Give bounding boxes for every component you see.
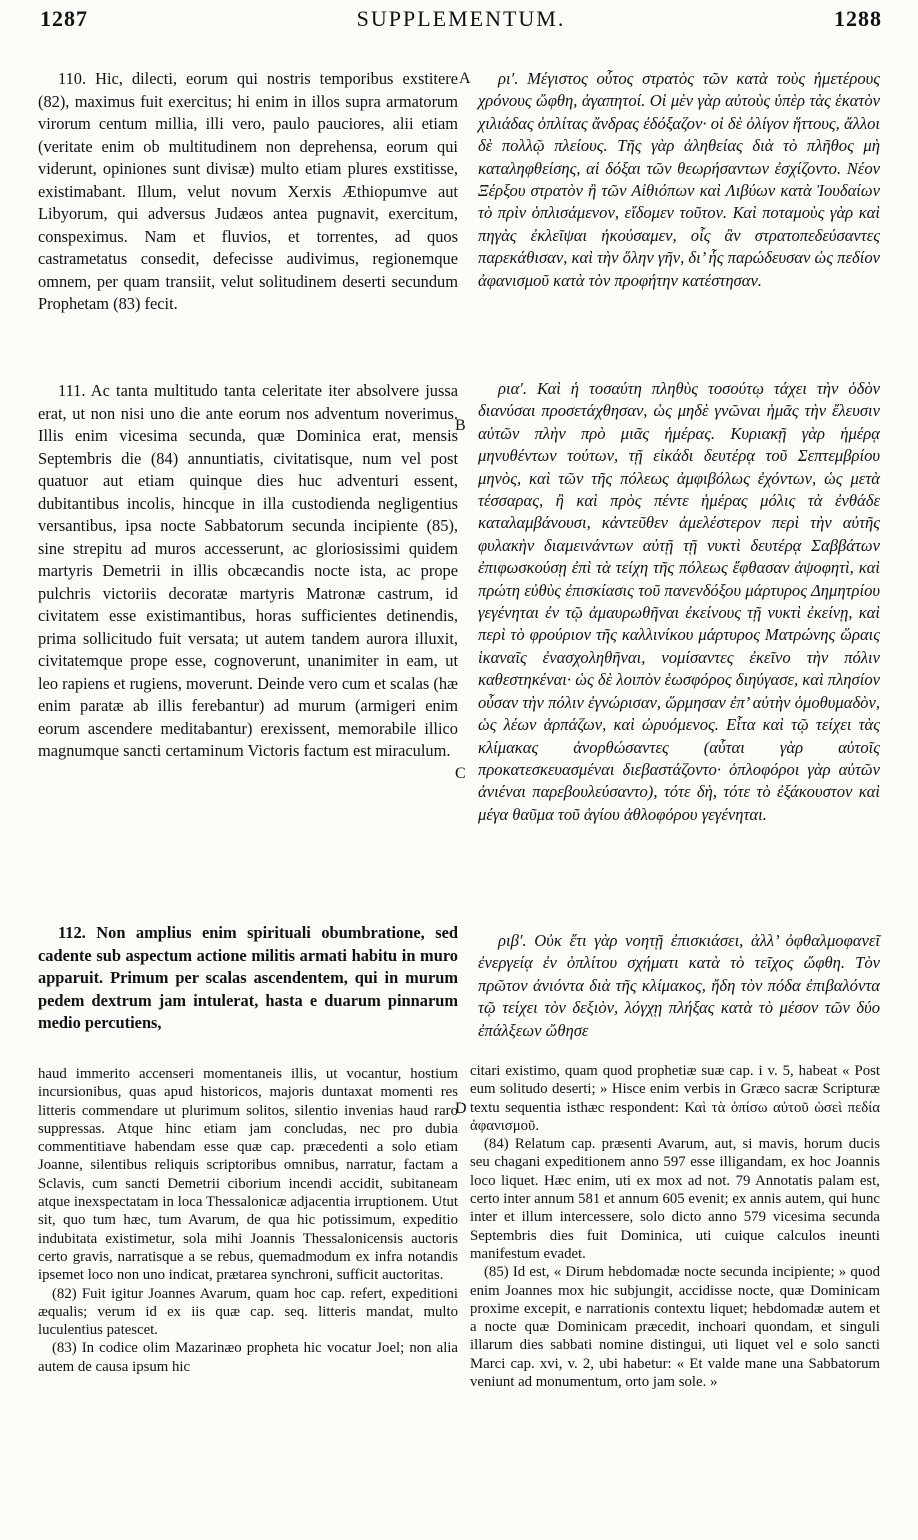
footnotes-right <box>470 1062 880 1391</box>
footnote-83: (83) In codice olim Mazarinæo propheta hic vocatur Joel; non alia autem de causa ipsum hic <box>38 1340 458 1375</box>
footnotes-left <box>38 1065 458 1376</box>
footnote-85: (85) Id est, « Dirum hebdomadæ nocte secunda incipiente; » quod enim Joannes mox hic subjungit, accidisse nocte, quæ Dominicam proxime excepit, e narrationis contextu liquet; hebdomadæ autem et a nocte quæ Dominicam præcedit, inchoari quondam, et singuli illarum dies sabbati nomine distingui, uti liquet vel e solo sancti Marci cap. xvi, v. 2, ubi habetur: « Et valde mane una Sabbatorum veniunt ad monumentum, orto jam sole. » <box>470 1264 880 1391</box>
latin-paragraph-110 <box>38 68 458 316</box>
margin-letter-b: B <box>455 417 466 434</box>
margin-letter-a: A <box>459 70 471 87</box>
greek-text-110: ρι′. Μέγιστος οὗτος στρατὸς τῶν κατὰ τοὺς ἡμετέρους χρόνους ὤφθη, ἀγαπητοί. Οἱ μὲν γὰρ αὐτοὺς ὑπὲρ τὰς ἑκατὸν χιλιάδας ὁπλίτας ἄνδρας ἐδόξαζον· οἱ δὲ ὀλίγον ἥττους, ἄλλοι δὲ πολλῷ πλείους. Τῆς γὰρ ἀληθείας διὰ τὸ πλῆθος μὴ καταληφθείσης, αἱ δόξαι τῶν θεωρήσαντων ἐσχίζοντο. Νέον Ξέρξου στρατὸν ἢ τῶν Αἰθιόπων καὶ Λιβύων κατὰ Ἰουδαίων τὸ πρὶν ὁπλισάμενον, εἴδομεν τοῦτον. Καὶ ποταμοὺς γὰρ καὶ πηγὰς ἐκλεῖψαι ἠκούσαμεν, οἷς ἂν στρατοπεδεύσαντες παρεκάθισαν, καὶ τὴν ὅλην γῆν, δι’ ἧς παρώδευσαν ὡς πεδίον ἀφανισμοῦ κατὰ τὸν προφήτην κατέστησαν. <box>478 69 880 290</box>
page-header <box>40 6 882 42</box>
greek-paragraph-111 <box>478 378 880 826</box>
greek-text-112: ριβ′. Οὐκ ἔτι γὰρ νοητῇ ἐπισκιάσει, ἀλλ’ ὀφθαλμοφανεῖ ἐνεργείᾳ ἐν ὁπλίτου σχήματι κατὰ τὸ τεῖχος ὤφθη. Τὸν πρῶτον ἀνιόντα διὰ τῆς κλίμακος, ἤδη τὸν πόδα ἐπιβαλόντα τῷ τείχει τὸν δεξιὸν, λόγχῃ πλήξας κατὰ τὸ μέσον τῶν δύο ἐπάλξεων ὤθησε <box>478 931 880 1040</box>
footnote-84: (84) Relatum cap. præsenti Avarum, aut, si mavis, horum ducis seu chagani expeditionem anno 597 esse illigandam, ex hoc Joannis loco liquet. Hæc enim, uti ex mox ad not. 79 Annotatis palam est, certo inter annum 581 et annum 605 evenit; ex annis autem, qui hunc inter et illum intercessere, solo dicto anno 579 vicesima secunda Septembris dies fuit Dominica, uti cuique calculos ineunti manifestum evadet. <box>470 1136 880 1262</box>
latin-text-112: 112. Non amplius enim spirituali obumbratione, sed cadente sub aspectum actione militis armati habitu in muro apparuit. Primum per scalas ascendentem, qui in murum pedem dextrum jam intulerat, hasta e duarum pinnarum medio percutiens, <box>38 923 458 1032</box>
left-page-number: 1287 <box>40 6 88 31</box>
greek-text-111: ρια′. Καὶ ἡ τοσαύτη πληθὺς τοσούτῳ τάχει τὴν ὁδὸν διανύσαι προσετάχθησαν, ὡς μηδὲ γνῶναι ἡμᾶς τὴν ἔλευσιν αὐτῶν πλὴν πρὸ μιᾶς ἡμέρας. Κυριακῇ γὰρ ἡμέρᾳ μηνυθέντων τούτων, τῇ εἰκάδι δευτέρᾳ τοῦ Σεπτεμβρίου μηνὸς, καὶ τῶν τῆς πόλεως ἀμφιβόλως ἐχόντων, ὡς μετὰ τέσσαρας, ἢ καὶ πρὸς πέντε ἡμέρας μόλις τὰ ἐνθάδε καταλαμβάνουσι, κἀντεῦθεν ἀμελέστερον περὶ τὴν αὐτῆς φυλακὴν διαμεινάντων αὐτῇ τῇ νυκτὶ δευτέρᾳ Σαββάτων ἐπιφωσκούσῃ ἐπὶ τὰ τείχη τῆς πόλεως ἔφθασαν ἀψοφητὶ, καὶ πρώτη εὐθὺς ἐπισκίασις τοῦ πανενδόξου μάρτυρος Δημητρίου γεγένηται ἐν τῷ ἀμαυρωθῆναι ἐκείνους τῇ νυκτὶ ἐκείνῃ, καὶ περὶ τὸ φρούριον τῆς καλλινίκου μάρτυρος Ματρώνης ὥραις ἱκαναῖς ἐνασχοληθῆναι, νομίσαντες ἐκεῖνο τὴν πόλιν καθεστηκέναι· ὡς δὲ λοιπὸν ἑωσφόρος διηύγασε, καὶ πλησίον οὖσαν τὴν πόλιν ἐγνώρισαν, ὥρμησαν ἐπ’ αὐτὴν ὁμοθυμαδὸν, ὡς λέων ἁρπάζων, καὶ ὠρυόμενος. Εἶτα καὶ τῷ τείχει τὰς κλίμακας ἀνορθώσαντες (αὗται γὰρ αὐτοῖς προκατεσκευασμέναι διεβαστάζοντο· ὁπλοφόροι γὰρ αὐτῶν ἀνιέναι παρεβουλεύσαντο), τότε δὴ, τότε τὸ ἐξάκουστον καὶ μέγα θαῦμα τοῦ ἁγίου ἀθλοφόρου γεγένηται. <box>478 379 880 824</box>
running-title: SUPPLEMENTUM. <box>356 6 566 31</box>
footnote-82: (82) Fuit igitur Joannes Avarum, quam hoc cap. refert, expeditioni æqualis; verum id ex iis quæ cap. seq. litteris mandat, multo luculentius patescet. <box>38 1285 458 1339</box>
latin-text-111: 111. Ac tanta multitudo tanta celeritate iter absolvere jussa erat, ut non nisi uno die ante eorum nos adventum noverimus. Illis enim vicesima secunda, quæ Dominica erat, mensis Septembris die (84) annuntiatis, civitatisque, num vel post quatuor aut etiam quinque dies huc adventuri essent, dubitantibus incolis, hincque in illa custodienda negligentius versantibus, ipsa nocte Sabbatorum secunda incipiente (85), sine strepitu ad muros accesserunt, ac gloriosissimi quidem martyris Demetrii in illis obcæcandis nocte ista, ac prope pulchris victoriis decoratæ martyris Matronæ castrum, id civitatem esse existimantibus, horas sufficientes detinendis, prima sollicitudo fuit versata; ut autem tandem aurora illuxit, civitatemque prope esse, cognoverunt, unanimiter in eam, ut leo rapiens et rugiens, moverunt. Deinde vero cum et scalas (hæ enim paratæ ab illis ferebantur) ad murum (armigeri enim eorum ascendere meditabantur) erexissent, memorabile illico magnumque sancti certaminum Victoris factum est miraculum. <box>38 381 458 760</box>
greek-paragraph-110 <box>478 68 880 292</box>
latin-paragraph-112 <box>38 922 458 1035</box>
latin-text-110: 110. Hic, dilecti, eorum qui nostris temporibus exstitere (82), maximus fuit exercitus; hi enim in illos supra armatorum virorum centum millia, illi vero, paulo pauciores, alii etiam (veritate enim ob multitudinem non deprehensa, eorum qui viderunt, opiniones sunt divisæ) multo etiam plures exstitisse, existimabant. Illum, velut novum Xerxis Æthiopumve aut Libyorum, qui adversus Judæos antea pugnavit, exercitum, conspeximus. Nam et fluvios, et torrentes, ad quos castrametatus consedit, defecisse audivimus, regionemque omnem, per quam transiit, velut solitudinem deserti secundum Prophetam (83) fecit. <box>38 69 458 313</box>
margin-letter-d: D <box>455 1100 467 1117</box>
latin-paragraph-111 <box>38 380 458 763</box>
greek-paragraph-112 <box>478 930 880 1042</box>
footnote-83-continued: citari existimo, quam quod prophetiæ suæ cap. i v. 5, habeat « Post eum solitudo deserti; » Hisce enim verbis in Græco sacræ Scripturæ textu sequentia isthæc respondent: Καὶ τὰ ὀπίσω αὐτοῦ ὡσεὶ πεδία ἀφανισμοῦ. <box>470 1063 880 1134</box>
margin-letter-c: C <box>455 765 466 782</box>
right-page-number: 1288 <box>834 6 882 31</box>
footnote-continuation: haud immerito accenseri momentaneis illis, ut vocantur, hostium incursionibus, quas apud historicos, majoris duntaxat momenti res litteris commendare ut plurimum solitos, silentio invenias haud raro suppressas. Atque hinc etiam jam concludas, nec pro dubia commentitiave habendam esse quæ cap. præcedenti a solo etiam Joanne, silentibus reliquis scriptoribus omnibus, narratur, factam a Sclavis, cum sancti Demetrii ciborium incendi accidit, subitaneam atque inexspectatam in loca Thessalonicæ adjacentia irruptionem. Utut sit, quo tum hæc, tum Avarum, de qua hic potissimum, expeditio indubitata existimetur, sola mihi Joannis Thessalonicensis auctoris certo gravis, narratisque a se rebus, quemadmodum ex infra notandis ipsemet loco non uno indicat, prætarea synchroni, sufficit auctoritas. <box>38 1066 458 1284</box>
